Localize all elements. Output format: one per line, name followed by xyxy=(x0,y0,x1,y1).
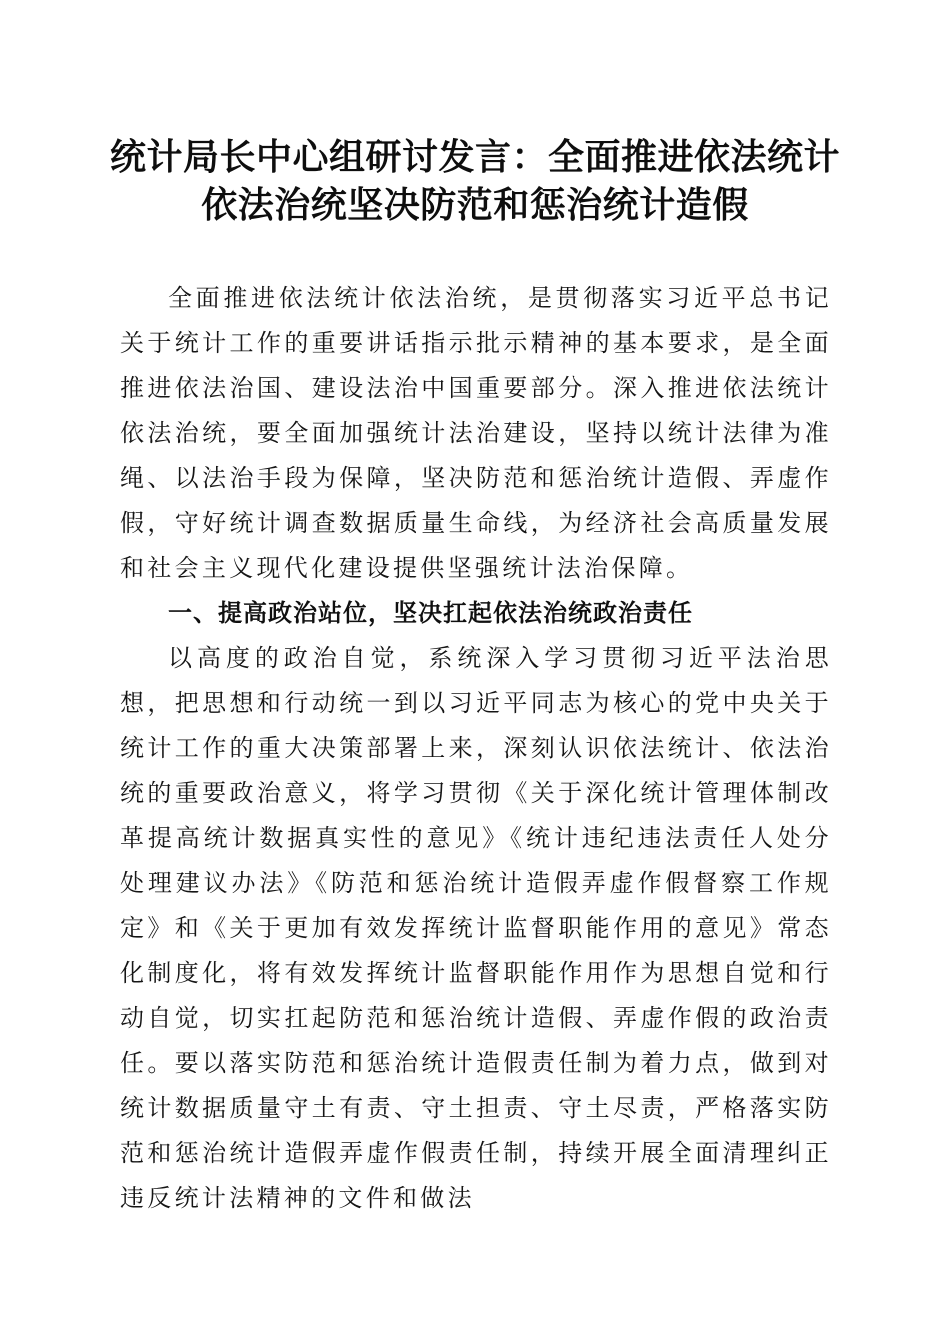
document-body xyxy=(120,276,832,1221)
document-title-line-1: 统计局长中心组研讨发言：全面推进依法统计 xyxy=(109,136,840,178)
document-title-line-2: 依法治统坚决防范和惩治统计造假 xyxy=(201,184,749,226)
intro-paragraph: 全面推进依法统计依法治统，是贯彻落实习近平总书记关于统计工作的重要讲话指示批示精神的基本要求，是全面推进依法治国、建设法治中国重要部分。深入推进依法统计依法治统，要全面加强统计法治建设，坚持以统计法律为准绳、以法治手段为保障，坚决防范和惩治统计造假、弄虚作假，守好统计调查数据质量生命线，为经济社会高质量发展和社会主义现代化建设提供坚强统计法治保障。 xyxy=(120,284,832,582)
section-heading-1: 一、提高政治站位，坚决扛起依法治统政治责任 xyxy=(168,599,693,627)
section-1-paragraph: 以高度的政治自觉，系统深入学习贯彻习近平法治思想，把思想和行动统一到以习近平同志为核心的党中央关于统计工作的重大决策部署上来，深刻认识依法统计、依法治统的重要政治意义，将学习贯彻《关于深化统计管理体制改革提高统计数据真实性的意见》《统计违纪违法责任人处分处理建议办法》《防范和惩治统计造假弄虚作假督察工作规定》和《关于更加有效发挥统计监督职能作用的意见》常态化制度化，将有效发挥统计监督职能作用作为思想自觉和行动自觉，切实扛起防范和惩治统计造假、弄虚作假的政治责任。要以落实防范和惩治统计造假责任制为着力点，做到对统计数据质量守土有责、守土担责、守土尽责，严格落实防范和惩治统计造假弄虚作假责任制，持续开展全面清理纠正违反统计法精神的文件和做法 xyxy=(120,644,832,1212)
